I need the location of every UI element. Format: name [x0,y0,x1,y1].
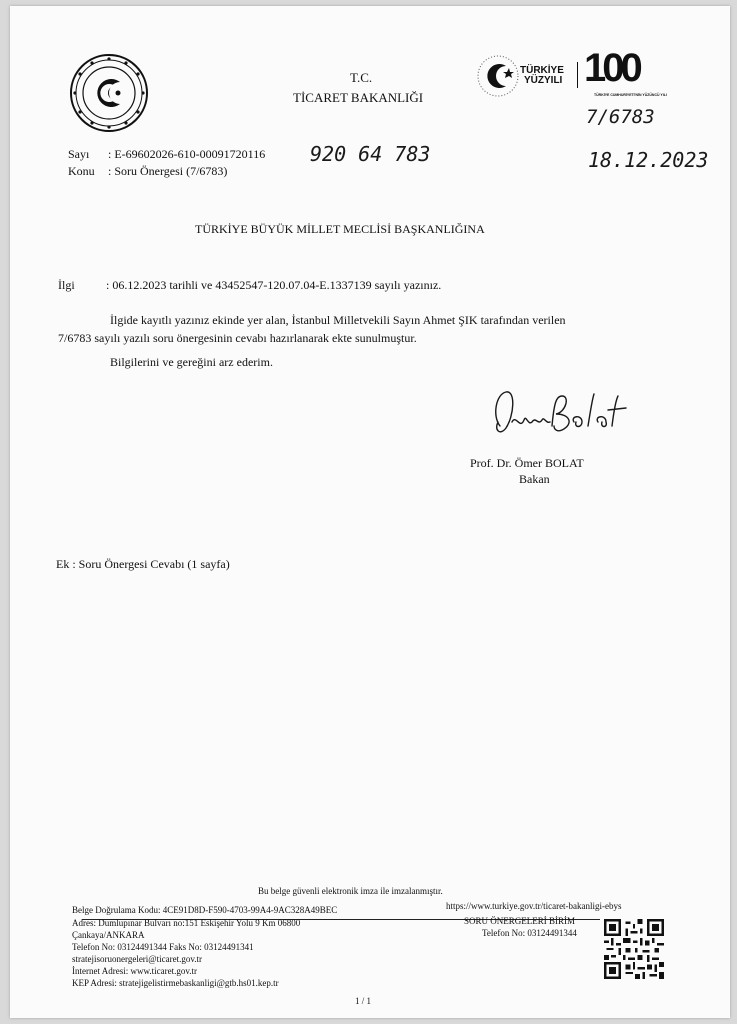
logo-turkiye: TÜRKİYE [520,65,564,76]
footer-internet: İnternet Adresi: www.ticaret.gov.tr [72,966,198,976]
qr-code-icon [604,918,664,980]
handwritten-signature [490,386,650,446]
handwritten-sayi: 920 64 783 [310,142,431,166]
sayi-value: : E-69602026-610-00091720116 [108,147,266,161]
verification-url: https://www.turkiye.gov.tr/ticaret-bakanligi-ebys [446,901,622,911]
signer-name: Prof. Dr. Ömer BOLAT [470,456,584,470]
closing-sentence: Bilgilerini ve gereğini arz ederim. [110,355,273,369]
logo-divider [577,62,578,88]
page-number: 1 / 1 [355,996,372,1006]
konu-label: Konu [68,164,95,178]
sayi-label: Sayı [68,147,90,161]
ilgi-value: : 06.12.2023 tarihli ve 43452547-120.07.04-E.1337139 sayılı yazınız. [106,278,442,292]
konu-value: : Soru Önergesi (7/6783) [108,164,228,178]
header-tc: T.C. [350,70,373,85]
handwritten-reference: 7/6783 [586,106,655,128]
footer-kep: KEP Adresi: stratejigelistirmebaskanligi@gtb.hs01.kep.tr [72,978,279,988]
recipient: TÜRKİYE BÜYÜK MİLLET MECLİSİ BAŞKANLIĞINA [195,222,485,236]
ministry-seal-icon [68,52,150,134]
esignature-notice: Bu belge güvenli elektronik imza ile imzalanmıştır. [258,886,443,896]
body-paragraph-line1: İlgide kayıtlı yazınız ekinde yer alan, İstanbul Milletvekili Sayın Ahmet ŞIK tarafından verilen [110,313,566,327]
footer-address: Adres: Dumlupınar Bulvarı no:151 Eskişehir Yolu 9 Km 06800 [72,918,301,928]
ilgi-label: İlgi [58,278,75,292]
attachment-note: Ek : Soru Önergesi Cevabı (1 sayfa) [56,557,230,571]
logo-yuzyili: YÜZYILI [524,75,563,86]
footer-city: Çankaya/ANKARA [72,930,145,940]
turkiye-yuzyili-logo [476,46,667,112]
document-page [10,6,730,1018]
footer-email: stratejisoruonergeleri@ticaret.gov.tr [72,954,202,964]
footer-unit-phone: Telefon No: 03124491344 [482,928,577,938]
handwritten-date: 18.12.2023 [588,148,709,172]
verification-code: Belge Doğrulama Kodu: 4CE91D8D-F590-4703-99A4-9AC328A49BEC [72,905,338,915]
logo-100: 100 [584,46,639,90]
signer-title: Bakan [519,472,550,486]
body-paragraph-line2: 7/6783 sayılı yazılı soru önergesinin cevabı hazırlanarak ekte sunulmuştur. [58,331,417,345]
ministry-name: TİCARET BAKANLIĞI [293,90,424,105]
footer-phone: Telefon No: 03124491344 Faks No: 03124491341 [72,942,254,952]
footer-unit: SORU ÖNERGELERİ BİRİM [464,916,576,926]
crescent-star-icon [476,54,520,98]
logo-caption: TÜRKİYE CUMHURİYETİ'NİN YÜZÜNCÜ YILI [594,93,667,97]
